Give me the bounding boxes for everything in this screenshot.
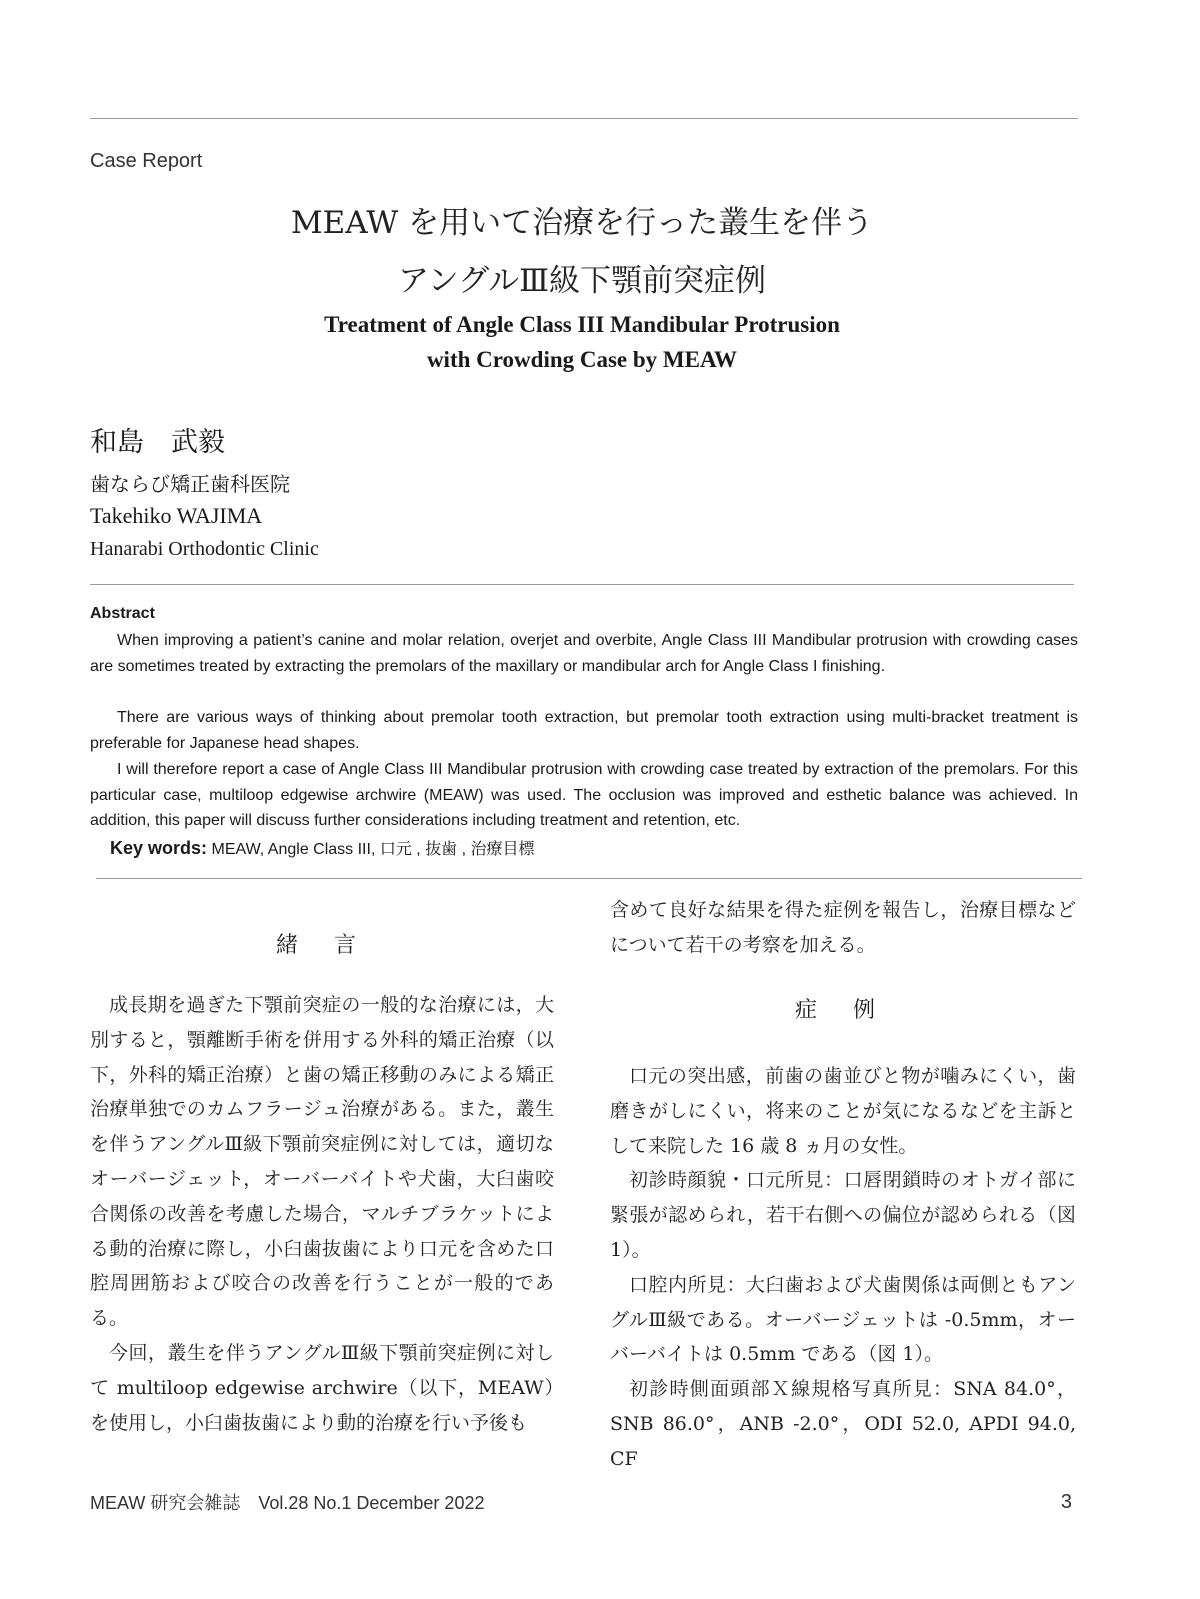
footer-journal-info: MEAW 研究会雑誌 Vol.28 No.1 December 2022	[90, 1493, 485, 1513]
case-paragraph-2: 初診時顔貌・口元所見：口唇閉鎖時のオトガイ部に緊張が認められ，若干右側への偏位が認められる（図 1）。	[610, 1169, 1076, 1261]
author-affiliation-en: Hanarabi Orthodontic Clinic	[90, 538, 319, 560]
header-divider	[90, 584, 1074, 585]
keywords-line	[110, 836, 535, 859]
intro-paragraph-1: 成長期を過ぎた下顎前突症の一般的な治療には，大別すると，顎離断手術を併用する外科的矯正治療（以下，外科的矯正治療）と歯の矯正移動のみによる矯正治療単独でのカムフラージュ治療がある。また，叢生を伴うアングルⅢ級下顎前突症例に対しては，適切なオーバージェット，オーバーバイトや犬歯，大臼歯咬合関係の改善を考慮した場合，マルチブラケットによる動的治療に際し，小臼歯抜歯により口元を含めた口腔周囲筋および咬合の改善を行うことが一般的である。	[90, 994, 554, 1330]
right-column-continuation	[610, 893, 1076, 963]
section-heading-intro: 緒言	[276, 933, 393, 958]
abstract-paragraph-1: When improving a patient’s canine and molar relation, overjet and overbite, Angle Class III Mandibular protrusion with crowding cases are sometimes treated by extracting the premolars of the maxillary or mandibular arch for Angle Class I finishing.	[90, 632, 1078, 675]
title-en-line2: with Crowding Case by MEAW	[426, 347, 738, 372]
keywords-label: Key words:	[110, 838, 208, 858]
case-paragraph-3: 口腔内所見：大臼歯および犬歯関係は両側ともアングルⅢ級である。オーバージェットは -0.5mm，オーバーバイトは 0.5mm である（図 1）。	[610, 1273, 1076, 1366]
left-column-body	[90, 988, 554, 1440]
abstract-divider	[96, 878, 1082, 879]
top-rule	[90, 118, 1078, 119]
section-heading-case: 症例	[795, 998, 912, 1023]
continuation-paragraph: 含めて良好な結果を得た症例を報告し，治療目標などについて若干の考察を加える。	[610, 899, 1076, 956]
author-affiliation-ja: 歯ならび矯正歯科医院	[90, 472, 290, 496]
abstract-paragraph-2: There are various ways of thinking about premolar tooth extraction, but premolar tooth extraction using multi-bracket treatment is preferable for Japanese head shapes.	[90, 709, 1078, 752]
case-paragraph-4: 初診時側面頭部Ｘ線規格写真所見：SNA 84.0°，SNB 86.0°，ANB -2.0°，ODI 52.0, APDI 94.0, CF	[610, 1378, 1076, 1470]
author-name-en: Takehiko WAJIMA	[90, 503, 263, 528]
title-ja-line1: MEAW を用いて治療を行った叢生を伴う	[290, 205, 874, 241]
abstract-paragraph-3: I will therefore report a case of Angle Class III Mandibular protrusion with crowding case treated by extraction of the premolars. For this particular case, multiloop edgewise archwire (MEAW) was used. The occlusion was improved and esthetic balance was achieved. In addition, this paper will discuss further considerations including treatment and retention, etc.	[90, 761, 1078, 829]
intro-paragraph-2: 今回，叢生を伴うアングルⅢ級下顎前突症例に対して multiloop edgewise archwire（以下，MEAW）を使用し，小臼歯抜歯により動的治療を行い予後も	[90, 1341, 554, 1434]
author-name-ja: 和島 武毅	[90, 427, 225, 458]
title-ja-line2: アングルⅢ級下顎前突症例	[397, 263, 767, 299]
keywords-list: MEAW, Angle Class III, 口元 , 抜歯 , 治療目標	[211, 841, 535, 858]
article-category: Case Report	[90, 150, 203, 172]
title-en-line1: Treatment of Angle Class III Mandibular Protrusion	[324, 312, 840, 337]
right-column-body	[610, 1059, 1076, 1477]
abstract-heading: Abstract	[90, 605, 155, 622]
case-paragraph-1: 口元の突出感，前歯の歯並びと物が噛みにくい，歯磨きがしにくい，将来のことが気になるなどを主訴として来院した 16 歳 8 ヵ月の女性。	[610, 1065, 1076, 1157]
page-number: 3	[1060, 1491, 1072, 1513]
